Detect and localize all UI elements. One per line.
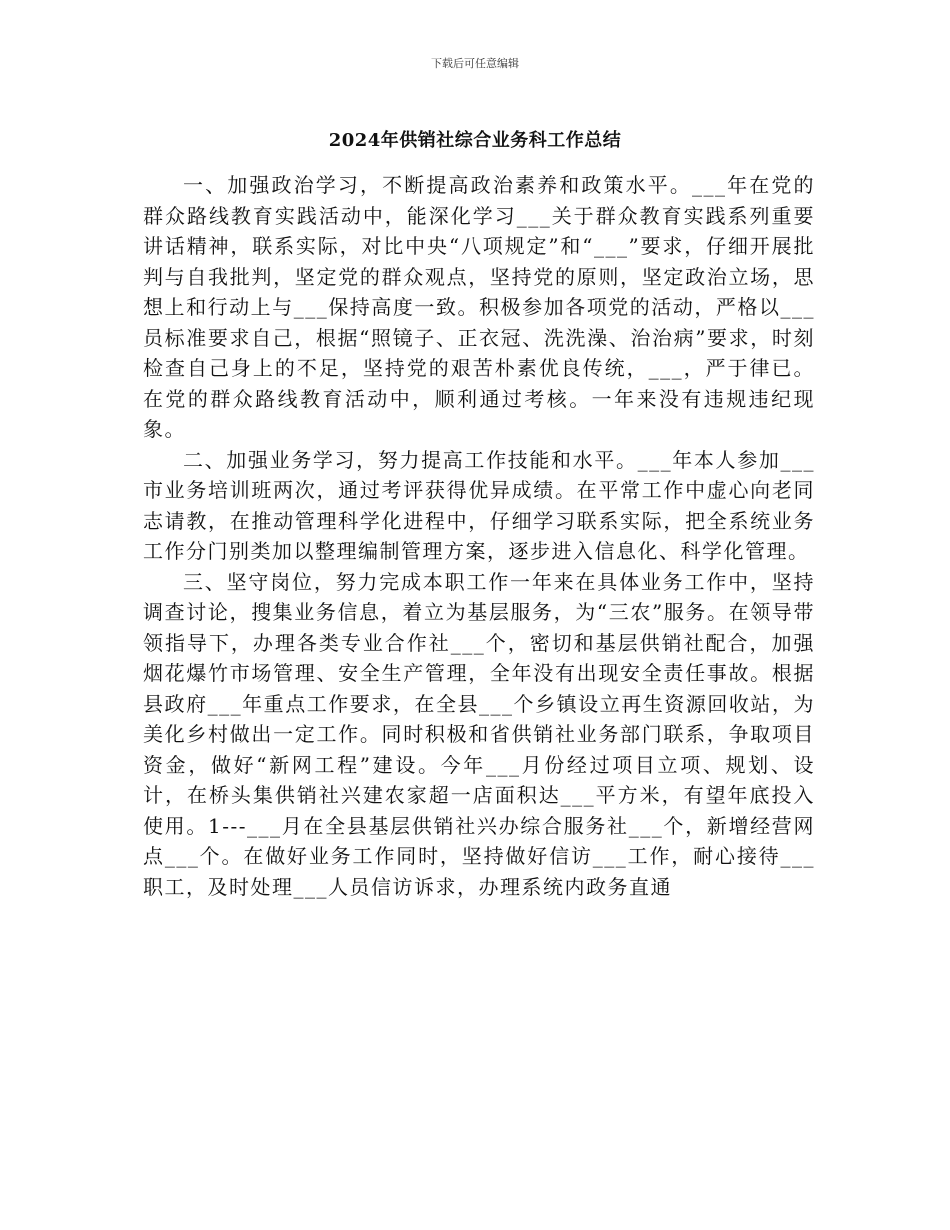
header-note: 下载后可任意编辑 — [431, 57, 519, 70]
paragraph-3: 三、坚守岗位，努力完成本职工作一年来在具体业务工作中，坚持调查讨论，搜集业务信息，着立为基层服务，为“三农”服务。在领导带领指导下，办理各类专业合作社___个，密切和基层供销社配合，加强烟花爆竹市场管理、安全生产管理，全年没有出现安全责任事故。根据县政府___年重点工作要求，在全县___个乡镇设立再生资源回收站，为美化乡村做出一定工作。同时积极和省供销社业务部门联系，争取项目资金，做好“新网工程”建设。今年___月份经过项目立项、规划、设计，在桥头集供销社兴建农家超一店面积达___平方米，有望年底投入使用。1---___月在全县基层供销社兴办综合服务社___个，新增经营网点___个。在做好业务工作同时，坚持做好信访___工作，耐心接待___职工，及时处理___人员信访诉求，办理系统内政务直通 — [143, 569, 815, 899]
document-body — [143, 170, 815, 902]
paragraph-2: 二、加强业务学习，努力提高工作技能和水平。___年本人参加___市业务培训班两次，通过考评获得优异成绩。在平常工作中虚心向老同志请教，在推动管理科学化进程中，仔细学习联系实际，把全系统业务工作分门别类加以整理编制管理方案，逐步进入信息化、科学化管理。 — [143, 447, 815, 563]
document-title: 2024年供销社综合业务科工作总结 — [328, 130, 622, 151]
paragraph-1: 一、加强政治学习，不断提高政治素养和政策水平。___年在党的群众路线教育实践活动中，能深化学习___关于群众教育实践系列重要讲话精神，联系实际，对比中央“八项规定”和“___”要求，仔细开展批判与自我批判，坚定党的群众观点，坚持党的原则，坚定政治立场，思想上和行动上与___保持高度一致。积极参加各项党的活动，严格以___员标准要求自己，根据“照镜子、正衣冠、洗洗澡、治治病”要求，时刻检查自己身上的不足，坚持党的艰苦朴素优良传统，___，严于律已。在党的群众路线教育活动中，顺利通过考核。一年来没有违规违纪现象。 — [143, 173, 815, 441]
